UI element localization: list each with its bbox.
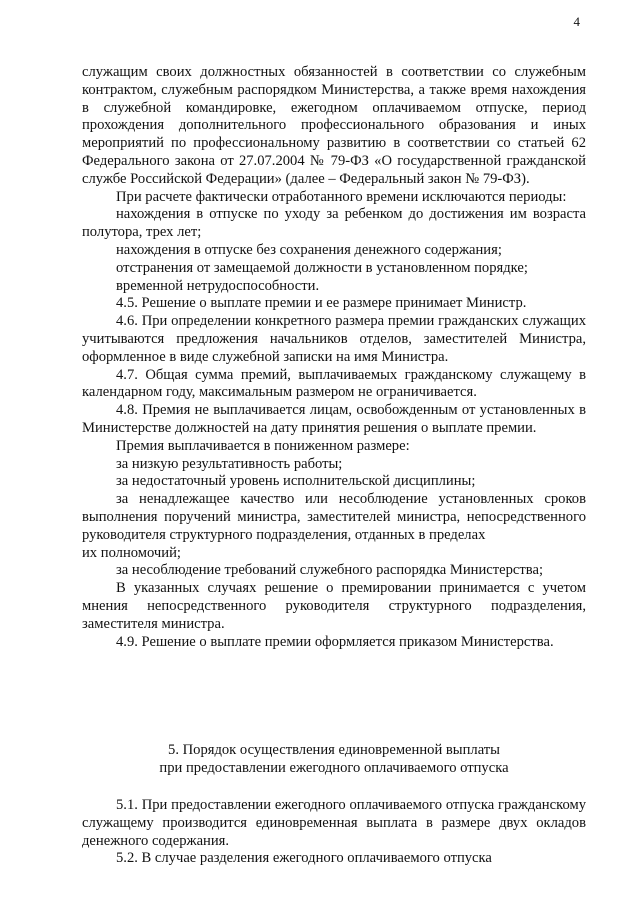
section-body [82,797,586,868]
document-body [82,64,586,651]
paragraph-excluded-periods-intro: При расчете фактически отработанного времени исключаются периоды: [116,188,567,205]
paragraph-continuation: служащим своих должностных обязанностей в соответствии со служебным контрактом, служебным распорядком Министерства, а также время нахождения в служебной командировке, ежегодном оплачиваемом отпуске, период прохождения дополнительного профессионального образования и иных мероприятий по профессиональному развитию в соответствии со статьей 62 Федерального закона от 27.07.2004 № 79-ФЗ «О государственной гражданской службе Российской Федерации» (далее – Федеральный закон № 79-ФЗ). [82,64,586,187]
clause-5-2: 5.2. В случае разделения ежегодного оплачиваемого отпуска [116,850,492,867]
list-item-work-schedule: за несоблюдение требований служебного распорядка Министерства; [116,562,544,579]
paragraph-decision-note: В указанных случаях решение о премировании принимается с учетом мнения непосредственного руководителя структурного подразделения, заместителя министра. [82,580,586,632]
clause-4-9: 4.9. Решение о выплате премии оформляется приказом Министерства. [116,633,554,650]
clause-4-5: 4.5. Решение о выплате премии и ее размере принимает Министр. [116,295,527,312]
clause-5-1: 5.1. При предоставлении ежегодного оплачиваемого отпуска гражданскому служащему производится единовременная выплата в размере двух окладов денежного содержания. [82,797,586,849]
section-heading [82,741,586,777]
paragraph-reduced-bonus-intro: Премия выплачивается в пониженном размере: [116,437,410,454]
clause-4-8: 4.8. Премия не выплачивается лицам, освобожденным от установленных в Министерстве должностей на дату принятия решения о выплате премии. [82,402,586,436]
list-item-suspension: отстранения от замещаемой должности в установленном порядке; [116,259,528,276]
list-item-disability: временной нетрудоспособности. [116,277,320,294]
list-item-childcare-leave: нахождения в отпуске по уходу за ребенком до достижения им возраста полутора, трех лет; [82,206,586,241]
section-heading-line-1: 5. Порядок осуществления единовременной выплаты [168,742,500,758]
list-item-improper-quality-end: их полномочий; [82,544,181,561]
clause-4-6: 4.6. При определении конкретного размера премии гражданских служащих учитываются предложения начальников отделов, заместителей Министра, оформленное в виде служебной записки на имя Министра. [82,313,586,365]
page-number: 4 [573,14,580,29]
list-item-improper-quality: за ненадлежащее качество или несоблюдение установленных сроков выполнения поручений министра, заместителей министра, непосредственного руководителя структурного подразделения, отданных в пределах [82,491,586,543]
section-heading-line-2: при предоставлении ежегодного оплачиваемого отпуска [159,760,509,776]
list-item-low-performance: за низкую результативность работы; [116,455,343,472]
list-item-discipline: за недостаточный уровень исполнительской дисциплины; [116,473,476,490]
list-item-unpaid-leave: нахождения в отпуске без сохранения денежного содержания; [116,241,502,258]
clause-4-7: 4.7. Общая сумма премий, выплачиваемых гражданскому служащему в календарном году, максимальным размером не ограничивается. [82,366,586,401]
